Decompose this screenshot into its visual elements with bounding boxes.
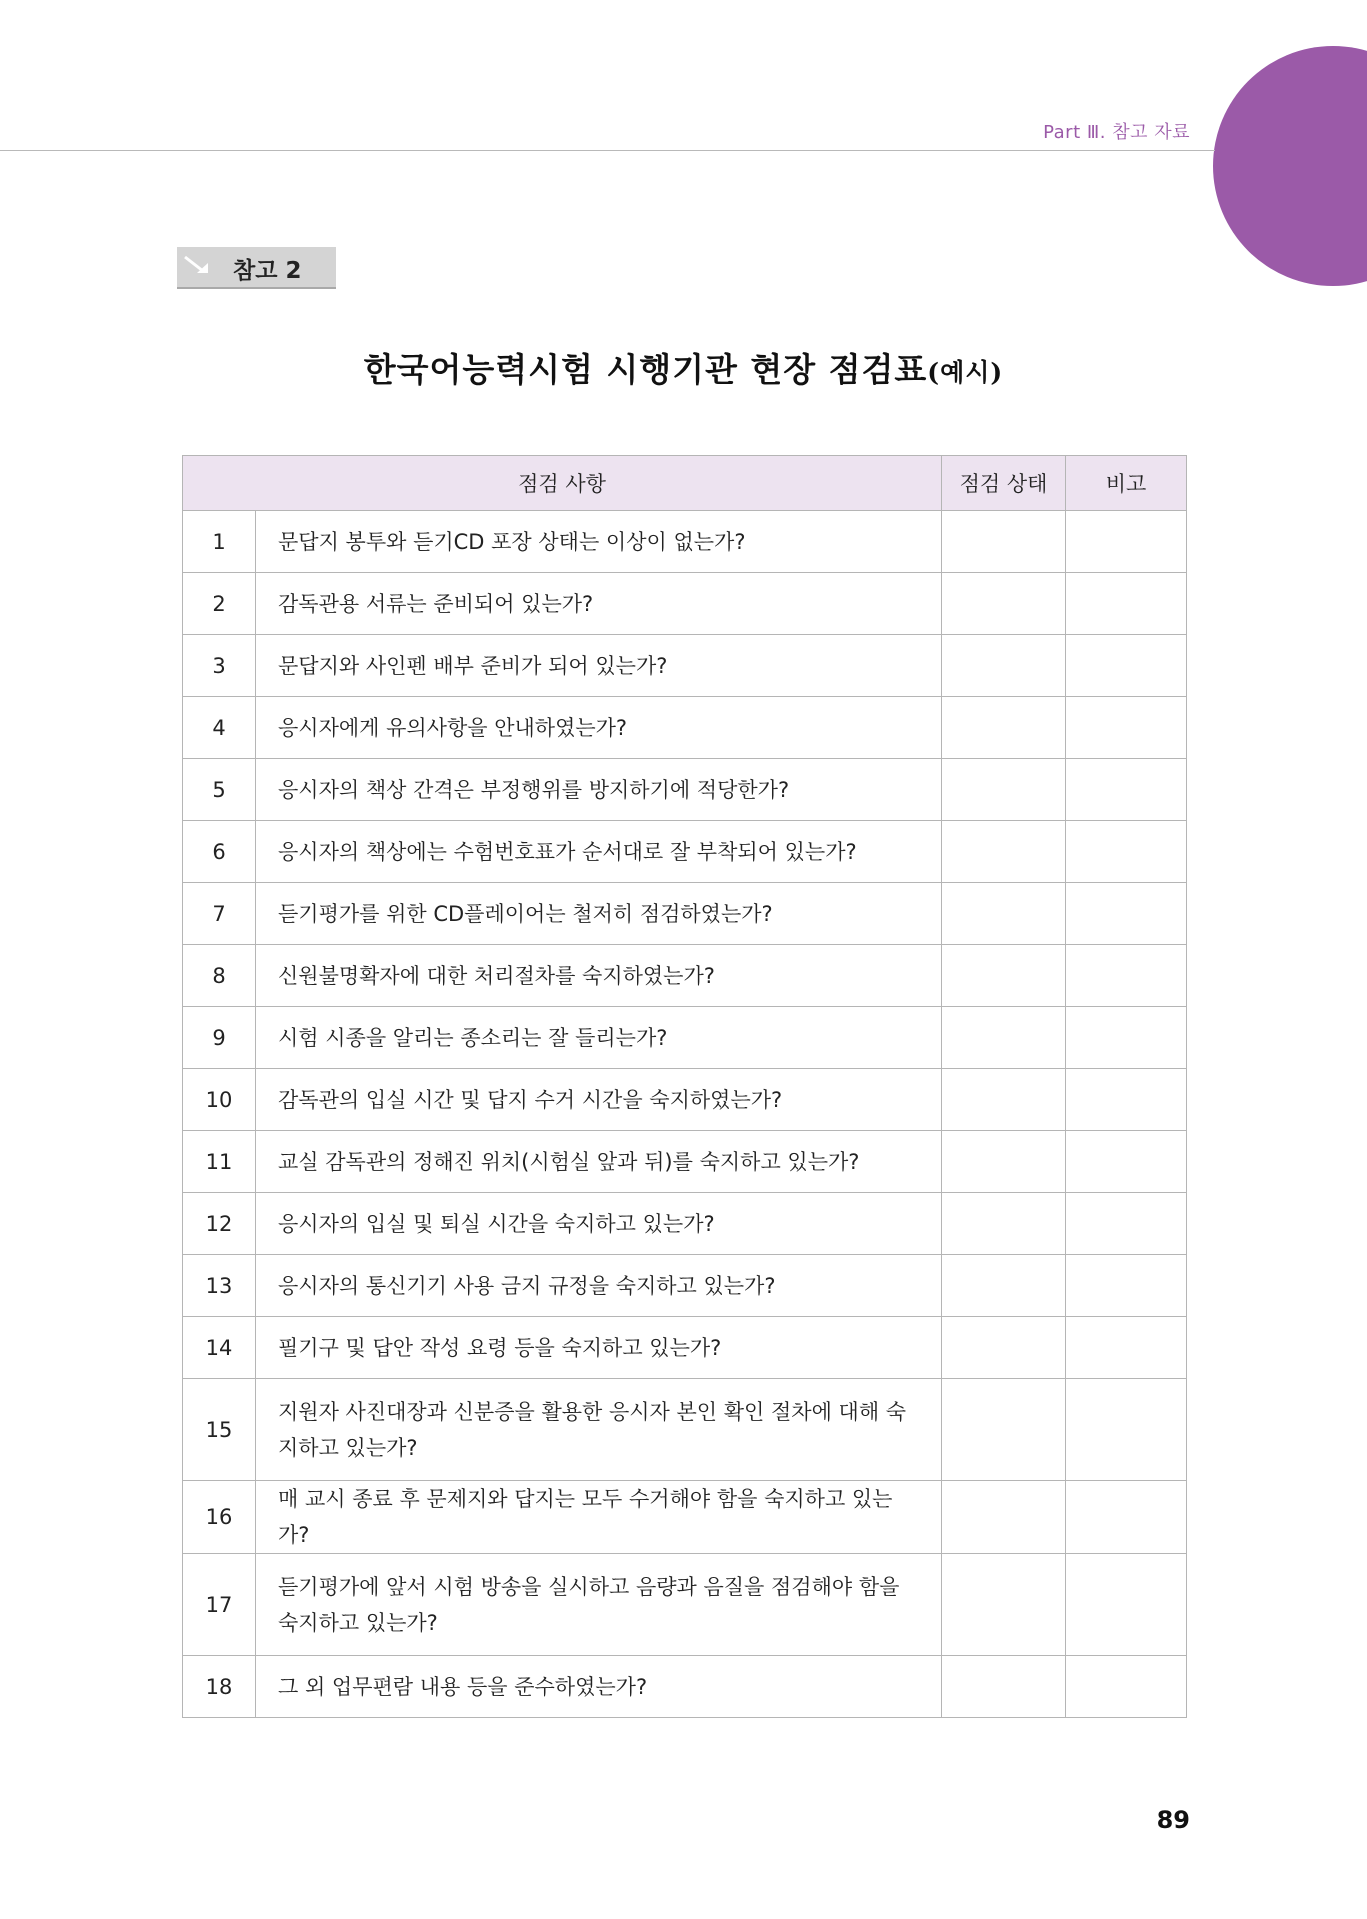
check-item: 교실 감독관의 정해진 위치(시험실 앞과 뒤)를 숙지하고 있는가? [256, 1131, 942, 1193]
check-status-cell [942, 1193, 1066, 1255]
row-number: 2 [183, 573, 256, 635]
row-number: 14 [183, 1317, 256, 1379]
column-header-item: 점검 사항 [183, 456, 942, 511]
remarks-cell [1066, 1656, 1187, 1718]
check-status-cell [942, 511, 1066, 573]
remarks-cell [1066, 1379, 1187, 1481]
column-header-status: 점검 상태 [942, 456, 1066, 511]
check-status-cell [942, 1317, 1066, 1379]
table-row [183, 511, 1187, 573]
row-number: 4 [183, 697, 256, 759]
remarks-cell [1066, 1193, 1187, 1255]
row-number: 13 [183, 1255, 256, 1317]
row-number: 17 [183, 1554, 256, 1656]
table-row [183, 635, 1187, 697]
remarks-cell [1066, 1007, 1187, 1069]
check-status-cell [942, 1554, 1066, 1656]
reference-label [177, 247, 336, 287]
row-number: 11 [183, 1131, 256, 1193]
remarks-cell [1066, 511, 1187, 573]
row-number: 12 [183, 1193, 256, 1255]
remarks-cell [1066, 883, 1187, 945]
row-number: 1 [183, 511, 256, 573]
check-status-cell [942, 635, 1066, 697]
check-item: 응시자에게 유의사항을 안내하였는가? [256, 697, 942, 759]
row-number: 6 [183, 821, 256, 883]
check-item: 신원불명확자에 대한 처리절차를 숙지하였는가? [256, 945, 942, 1007]
table-row [183, 883, 1187, 945]
check-item: 그 외 업무편람 내용 등을 준수하였는가? [256, 1656, 942, 1718]
check-item: 듣기평가를 위한 CD플레이어는 철저히 점검하였는가? [256, 883, 942, 945]
check-item: 지원자 사진대장과 신분증을 활용한 응시자 본인 확인 절차에 대해 숙지하고 있는가? [256, 1379, 942, 1481]
reference-label-text: 참고 2 [233, 258, 302, 284]
arrow-icon [181, 249, 217, 283]
check-status-cell [942, 1656, 1066, 1718]
running-header: Part Ⅲ. 참고 자료 [1043, 122, 1190, 143]
table-row [183, 1317, 1187, 1379]
table-row [183, 821, 1187, 883]
row-number: 16 [183, 1481, 256, 1554]
row-number: 18 [183, 1656, 256, 1718]
check-item: 매 교시 종료 후 문제지와 답지는 모두 수거해야 함을 숙지하고 있는가? [256, 1481, 942, 1554]
table-row [183, 1379, 1187, 1481]
table-row [183, 1193, 1187, 1255]
check-status-cell [942, 945, 1066, 1007]
table-row [183, 1255, 1187, 1317]
check-item: 감독관의 입실 시간 및 답지 수거 시간을 숙지하였는가? [256, 1069, 942, 1131]
remarks-cell [1066, 1131, 1187, 1193]
table-row [183, 1131, 1187, 1193]
check-item: 응시자의 책상 간격은 부정행위를 방지하기에 적당한가? [256, 759, 942, 821]
check-item: 시험 시종을 알리는 종소리는 잘 들리는가? [256, 1007, 942, 1069]
row-number: 5 [183, 759, 256, 821]
remarks-cell [1066, 945, 1187, 1007]
check-item: 응시자의 통신기기 사용 금지 규정을 숙지하고 있는가? [256, 1255, 942, 1317]
row-number: 15 [183, 1379, 256, 1481]
check-status-cell [942, 573, 1066, 635]
check-status-cell [942, 1481, 1066, 1554]
table-row [183, 1481, 1187, 1554]
row-number: 10 [183, 1069, 256, 1131]
row-number: 9 [183, 1007, 256, 1069]
check-item: 문답지 봉투와 듣기CD 포장 상태는 이상이 없는가? [256, 511, 942, 573]
header-divider [0, 150, 1215, 151]
check-status-cell [942, 821, 1066, 883]
check-status-cell [942, 697, 1066, 759]
checklist-table [182, 455, 1187, 1718]
table-header-row [183, 456, 1187, 511]
table-body [183, 511, 1187, 1718]
check-status-cell [942, 1379, 1066, 1481]
table-row [183, 1007, 1187, 1069]
remarks-cell [1066, 1317, 1187, 1379]
check-item: 응시자의 입실 및 퇴실 시간을 숙지하고 있는가? [256, 1193, 942, 1255]
check-item: 감독관용 서류는 준비되어 있는가? [256, 573, 942, 635]
remarks-cell [1066, 1481, 1187, 1554]
check-item: 듣기평가에 앞서 시험 방송을 실시하고 음량과 음질을 점검해야 함을 숙지하고 있는가? [256, 1554, 942, 1656]
remarks-cell [1066, 1554, 1187, 1656]
remarks-cell [1066, 635, 1187, 697]
remarks-cell [1066, 1069, 1187, 1131]
table-row [183, 945, 1187, 1007]
document-title [0, 344, 1367, 391]
remarks-cell [1066, 697, 1187, 759]
column-header-remarks: 비고 [1066, 456, 1187, 511]
page-number: 89 [1156, 1806, 1190, 1834]
row-number: 3 [183, 635, 256, 697]
table-row [183, 1554, 1187, 1656]
check-item: 응시자의 책상에는 수험번호표가 순서대로 잘 부착되어 있는가? [256, 821, 942, 883]
remarks-cell [1066, 759, 1187, 821]
remarks-cell [1066, 1255, 1187, 1317]
decorative-corner-circle [1213, 46, 1367, 286]
table-row [183, 697, 1187, 759]
remarks-cell [1066, 821, 1187, 883]
table-row [183, 759, 1187, 821]
check-status-cell [942, 883, 1066, 945]
remarks-cell [1066, 573, 1187, 635]
table-row [183, 1069, 1187, 1131]
check-status-cell [942, 1131, 1066, 1193]
row-number: 7 [183, 883, 256, 945]
document-title-suffix: (예시) [927, 358, 1004, 387]
table-row [183, 1656, 1187, 1718]
check-status-cell [942, 1007, 1066, 1069]
check-item: 필기구 및 답안 작성 요령 등을 숙지하고 있는가? [256, 1317, 942, 1379]
check-status-cell [942, 1069, 1066, 1131]
check-status-cell [942, 1255, 1066, 1317]
check-item: 문답지와 사인펜 배부 준비가 되어 있는가? [256, 635, 942, 697]
row-number: 8 [183, 945, 256, 1007]
table-row [183, 573, 1187, 635]
document-title-main: 한국어능력시험 시행기관 현장 점검표 [363, 350, 928, 389]
check-status-cell [942, 759, 1066, 821]
